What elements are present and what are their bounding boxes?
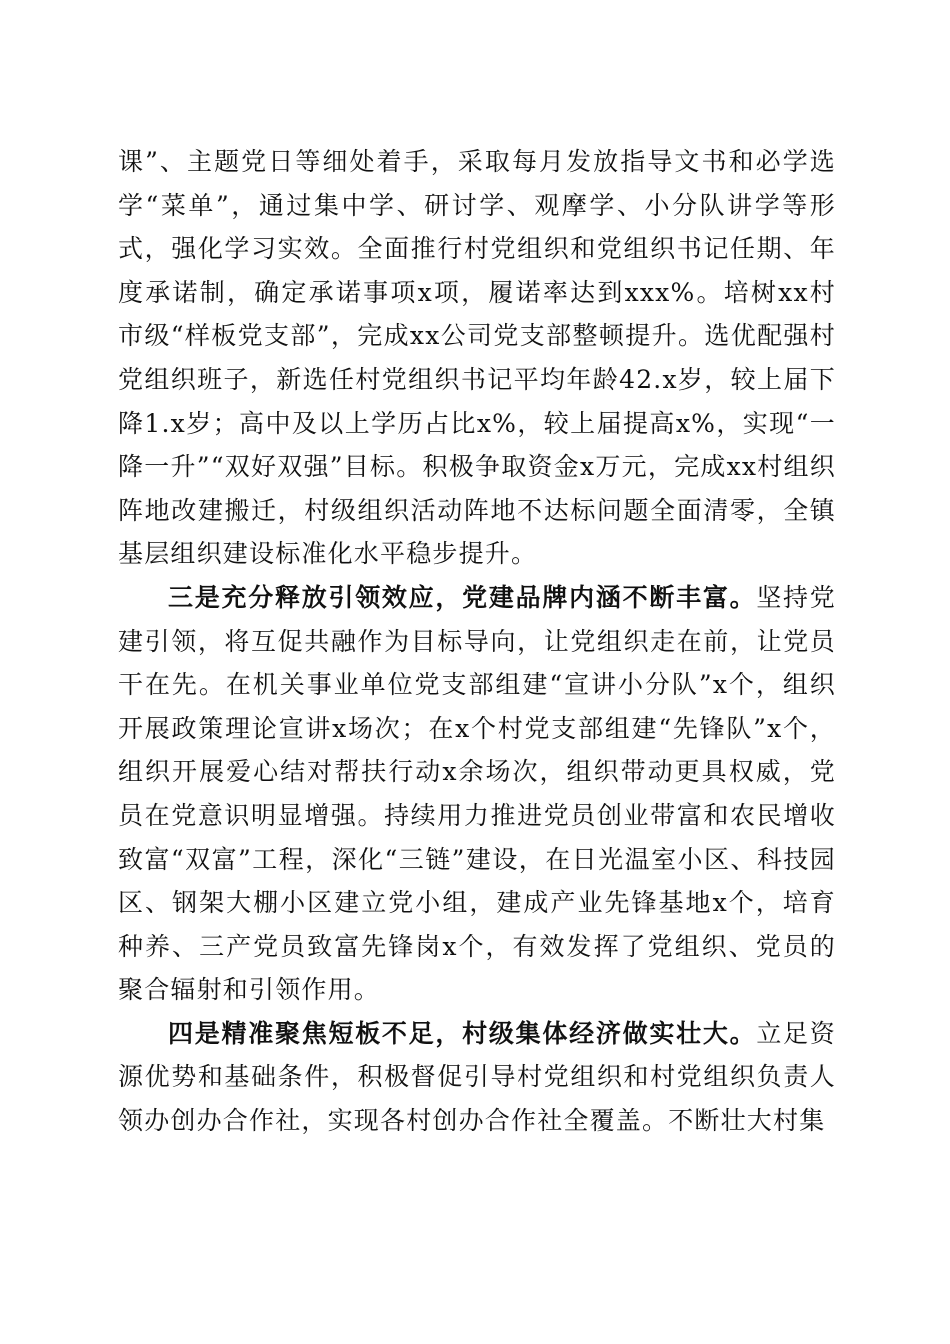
paragraph-four (118, 1012, 836, 1143)
document-page (118, 140, 836, 1143)
paragraph-1-body: 课”、主题党日等细处着手，采取每月发放指导文书和必学选学“菜单”，通过集中学、研讨学、观摩学、小分队讲学等形式，强化学习实效。全面推行村党组织和党组织书记任期、年度承诺制，确定承诺事项x项，履诺率达到xxx%。培树xx村市级“样板党支部”，完成xx公司党支部整顿提升。选优配强村党组织班子，新选任村党组织书记平均年龄42.x岁，较上届下降1.x岁；高中及以上学历占比x%，较上届提高x%，实现“一降一升”“双好双强”目标。积极争取资金x万元，完成xx村组织阵地改建搬迁，村级组织活动阵地不达标问题全面清零，全镇基层组织建设标准化水平稳步提升。 (118, 147, 836, 569)
paragraph-3-body: 立足资源优势和基础条件，积极督促引导村党组织和村党组织负责人领办创办合作社，实现各村创办合作社全覆盖。不断壮大村集 (118, 1018, 836, 1136)
paragraph-2-body: 坚持党建引领，将互促共融作为目标导向，让党组织走在前，让党员干在先。在机关事业单位党支部组建“宣讲小分队”x个，组织开展政策理论宣讲x场次；在x个村党支部组建“先锋队”x个，组织开展爱心结对帮扶行动x余场次，组织带动更具权威，党员在党意识明显增强。持续用力推进党员创业带富和农民增收致富“双富”工程，深化“三链”建设，在日光温室小区、科技园区、钢架大棚小区建立党小组，建成产业先锋基地x个，培育种养、三产党员致富先锋岗x个，有效发挥了党组织、党员的聚合辐射和引领作用。 (118, 582, 836, 1005)
paragraph-three (118, 576, 836, 1012)
paragraph-continued (118, 140, 836, 576)
paragraph-2-heading: 三是充分释放引领效应，党建品牌内涵不断丰富。 (168, 582, 757, 612)
paragraph-3-heading: 四是精准聚焦短板不足，村级集体经济做实壮大。 (168, 1018, 757, 1048)
